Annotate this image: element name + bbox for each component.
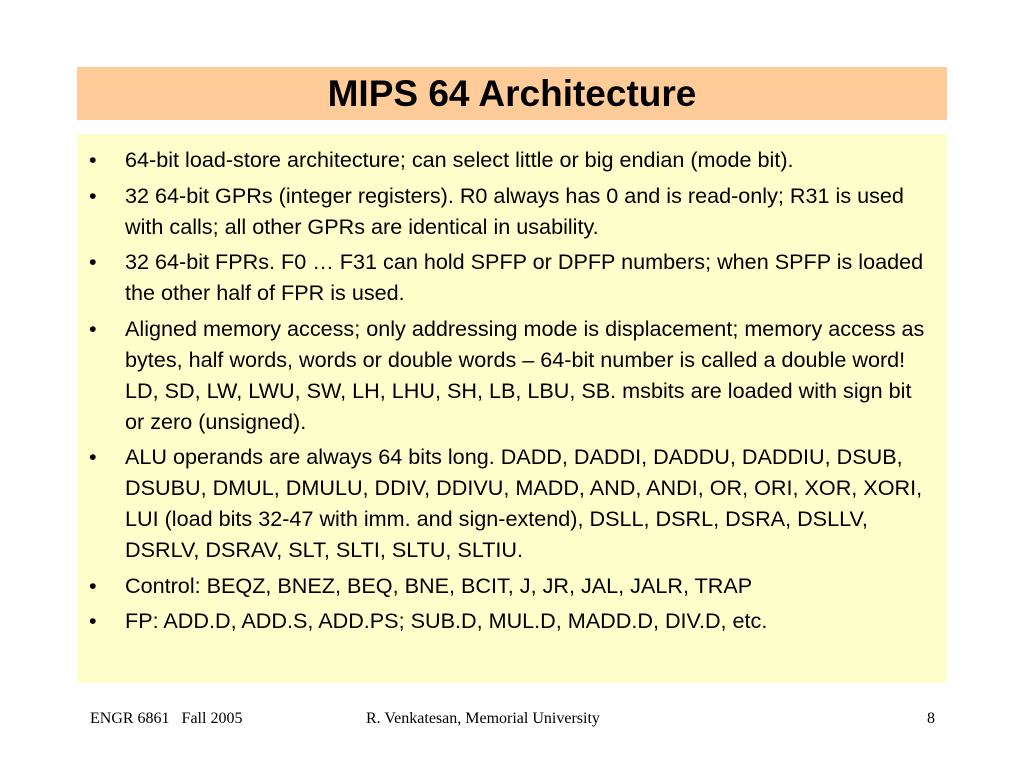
title-bar: [77, 67, 947, 120]
bullet-list: [87, 144, 927, 636]
bullet-text: Control: BEQZ, BNEZ, BEQ, BNE, BCIT, J, JR, JAL, JALR, TRAP: [125, 572, 753, 598]
bullet-item: [87, 605, 927, 636]
bullet-item: [87, 441, 927, 565]
footer-course: ENGR 6861 Fall 2005: [90, 710, 243, 727]
content-box: [77, 134, 947, 683]
bullet-dot-icon: •: [89, 147, 97, 172]
bullet-text: 32 64-bit GPRs (integer registers). R0 always has 0 and is read-only; R31 is used with calls; all other GPRs are identical in usability.: [125, 182, 904, 239]
bullet-item: [87, 180, 927, 242]
bullet-item: [87, 144, 927, 175]
bullet-text: FP: ADD.D, ADD.S, ADD.PS; SUB.D, MUL.D, MADD.D, DIV.D, etc.: [125, 608, 768, 633]
bullet-item: [87, 570, 927, 601]
bullet-item: [87, 313, 927, 437]
bullet-item: [87, 246, 927, 308]
bullet-dot-icon: •: [89, 444, 97, 469]
bullet-text: 32 64-bit FPRs. F0 … F31 can hold SPFP or DPFP numbers; when SPFP is loaded the other half of FPR is used.: [125, 249, 924, 305]
bullet-text: 64-bit load-store architecture; can select little or big endian (mode bit).: [125, 147, 794, 172]
bullet-dot-icon: •: [89, 249, 97, 274]
bullet-dot-icon: •: [89, 182, 97, 208]
bullet-text: ALU operands are always 64 bits long. DADD, DADDI, DADDU, DADDIU, DSUB, DSUBU, DMUL, DMULU, DDIV, DDIVU, MADD, AND, ANDI, OR, ORI, XOR, XORI, LUI (load bits 32-47 with imm. and sign-extend), DSLL, DSRL, DSRA, DSLLV, DSRLV, DSRAV, SLT, SLTI, SLTU, SLTIU.: [125, 444, 923, 562]
bullet-text: Aligned memory access; only addressing mode is displacement; memory access as bytes, half words, words or double words – 64-bit number is called a double word! LD, SD, LW, LWU, SW, LH, LHU, SH, LB, LBU, SB. msbits are loaded with sign bit or zero (unsigned).: [125, 315, 925, 434]
bullet-dot-icon: •: [89, 315, 97, 341]
footer-author: R. Venkatesan, Memorial University: [366, 710, 600, 727]
bullet-dot-icon: •: [89, 608, 97, 633]
footer-page-number: 8: [927, 710, 935, 727]
slide-title: MIPS 64 Architecture: [327, 72, 697, 114]
bullet-dot-icon: •: [89, 572, 97, 598]
